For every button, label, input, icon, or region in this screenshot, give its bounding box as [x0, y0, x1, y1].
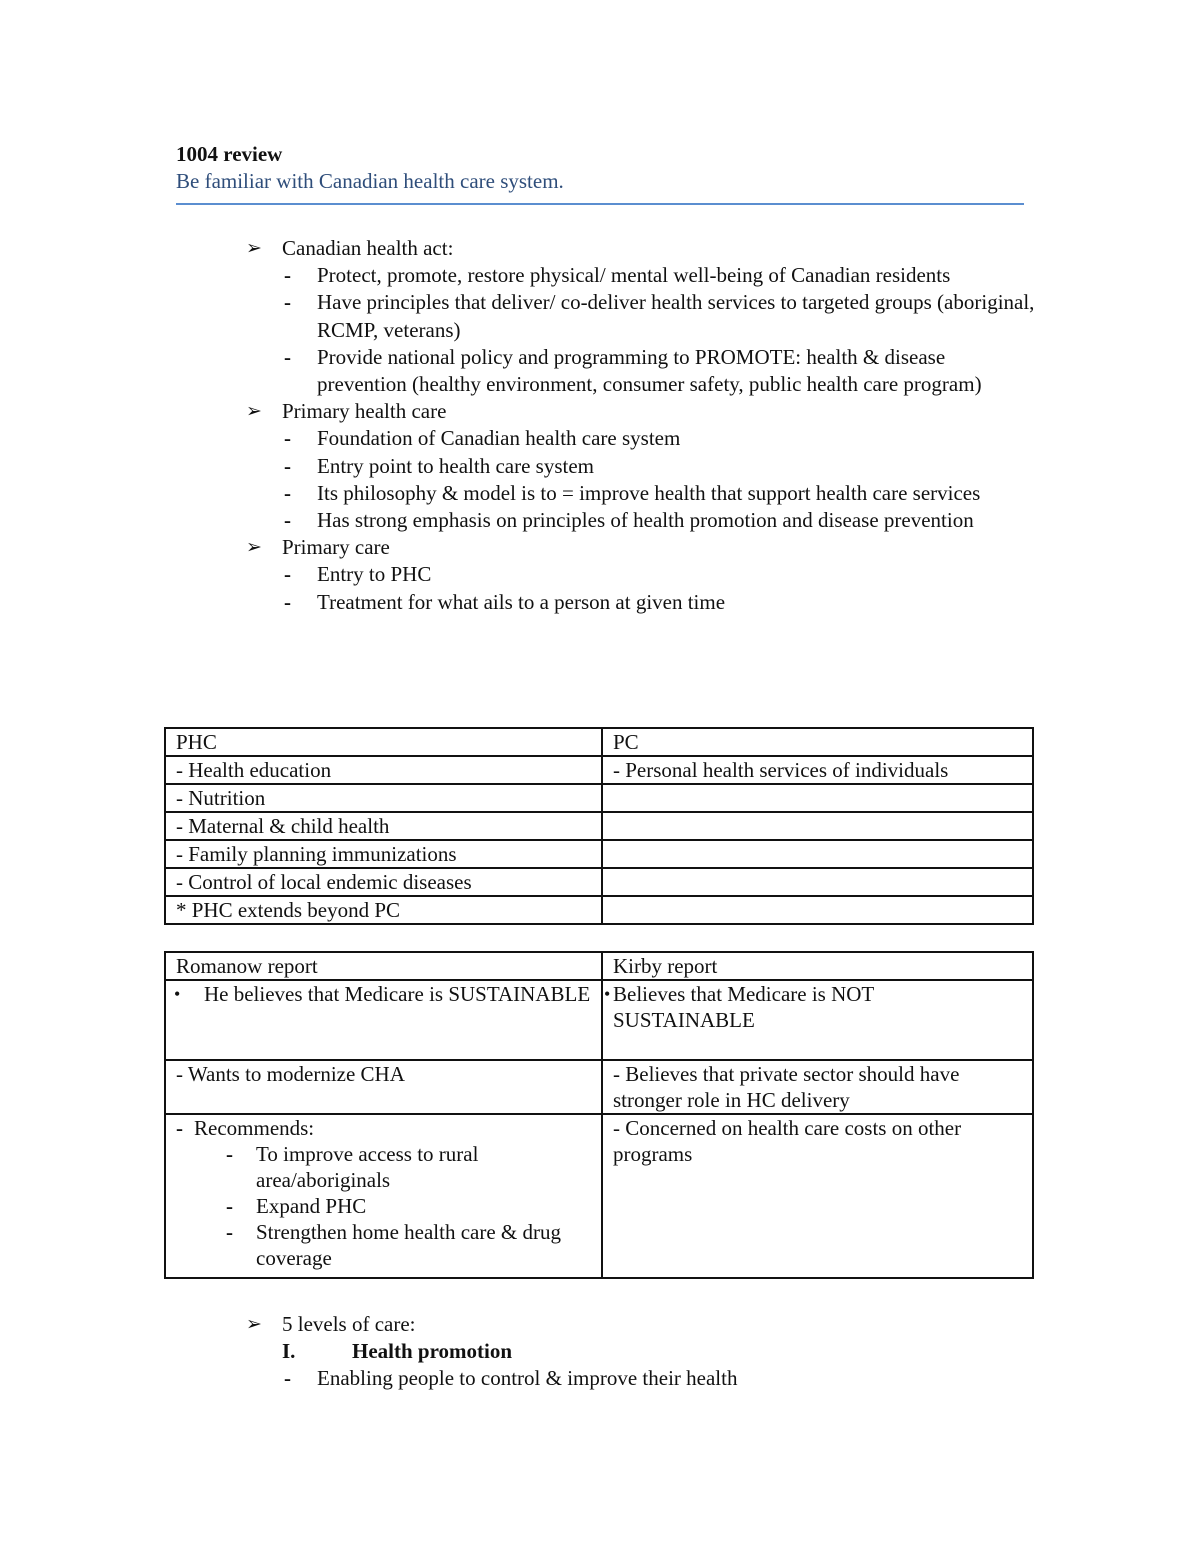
arrow-bullet-icon: ➢	[246, 401, 262, 423]
table-cell: - Wants to modernize CHA	[165, 1060, 602, 1114]
bullet-icon: •	[604, 984, 611, 1004]
dash-icon: -	[226, 1220, 233, 1244]
table-row	[165, 784, 1033, 812]
outline-heading: ➢ 5 levels of care:	[176, 1311, 1036, 1338]
outline-heading: ➢ Canadian health act:	[176, 235, 1036, 262]
outline-bottom	[176, 1311, 1036, 1393]
dash-icon: -	[284, 562, 291, 587]
recommends-label: - Recommends:	[176, 1116, 315, 1140]
table-row	[165, 756, 1033, 784]
dash-icon: -	[284, 453, 291, 478]
table-row	[165, 1114, 1033, 1278]
table-cell: - Control of local endemic diseases	[165, 868, 602, 896]
dash-icon: -	[284, 344, 291, 369]
dash-icon: -	[284, 589, 291, 614]
list-item: - Treatment for what ails to a person at given time	[176, 589, 1036, 616]
list-item: - Entry point to health care system	[176, 453, 1036, 480]
table-row	[165, 840, 1033, 868]
bullet-icon: •	[174, 984, 181, 1004]
dash-icon: -	[176, 1116, 183, 1140]
table-header-cell: PHC	[165, 728, 602, 756]
table-cell: * PHC extends beyond PC	[165, 896, 602, 924]
table-cell: - Concerned on health care costs on other programs	[602, 1114, 1033, 1278]
arrow-bullet-icon: ➢	[246, 1314, 262, 1335]
dash-icon: -	[284, 480, 291, 505]
table-cell	[602, 868, 1033, 896]
outline-heading: ➢ Primary health care	[176, 398, 1036, 425]
list-item: - Foundation of Canadian health care system	[176, 425, 1036, 452]
list-item: - Enabling people to control & improve their health	[176, 1365, 1036, 1392]
bullet-line: • Believes that Medicare is NOT SUSTAINABLE	[604, 982, 874, 1032]
document-subtitle: Be familiar with Canadian health care system.	[176, 169, 564, 193]
dash-icon: -	[284, 426, 291, 451]
table-cell	[165, 1114, 602, 1278]
arrow-bullet-icon: ➢	[246, 537, 262, 559]
table-cell: - Personal health services of individuals	[602, 756, 1033, 784]
table-cell: - Nutrition	[165, 784, 602, 812]
recommendations-list	[176, 1141, 601, 1271]
level-heading: I. Health promotion	[176, 1338, 1036, 1365]
table-cell: - Family planning immunizations	[165, 840, 602, 868]
list-item: - To improve access to rural area/aboriginals	[226, 1142, 479, 1192]
outline-top	[176, 235, 1036, 616]
roman-numeral: I.	[282, 1339, 296, 1364]
list-item: - Its philosophy & model is to = improve health that support health care services	[176, 480, 1036, 507]
table-row	[165, 868, 1033, 896]
table-cell: - Maternal & child health	[165, 812, 602, 840]
dash-icon: -	[226, 1142, 233, 1166]
dash-icon: -	[284, 508, 291, 533]
document-title: 1004 review	[176, 142, 283, 166]
dash-icon: -	[226, 1194, 233, 1218]
dash-icon: -	[284, 290, 291, 315]
table-header-cell: Kirby report	[602, 952, 1033, 980]
table-cell	[602, 896, 1033, 924]
subtitle-divider	[176, 203, 1024, 205]
table-row	[165, 980, 1033, 1060]
dash-icon: -	[284, 1366, 291, 1391]
outline-heading: ➢ Primary care	[176, 534, 1036, 561]
table-cell	[602, 980, 1033, 1060]
list-item: - Protect, promote, restore physical/ mental well-being of Canadian residents	[176, 262, 1036, 289]
table-header-cell: Romanow report	[165, 952, 602, 980]
table-row	[165, 1060, 1033, 1114]
table-cell	[165, 980, 602, 1060]
table-cell	[602, 840, 1033, 868]
table-cell: - Health education	[165, 756, 602, 784]
table-header-row	[165, 952, 1033, 980]
phc-vs-pc-table	[164, 727, 1034, 925]
list-item: - Have principles that deliver/ co-deliver health services to targeted groups (aboriginal, RCMP, veterans)	[284, 290, 1035, 342]
table-row	[165, 812, 1033, 840]
dash-icon: -	[284, 263, 291, 288]
table-row	[165, 896, 1033, 924]
arrow-bullet-icon: ➢	[246, 238, 262, 259]
romanow-vs-kirby-table	[164, 951, 1034, 1279]
list-item: - Has strong emphasis on principles of health promotion and disease prevention	[176, 507, 1036, 534]
list-item: - Entry to PHC	[176, 561, 1036, 588]
table-cell	[602, 812, 1033, 840]
table-cell	[602, 784, 1033, 812]
table-cell: - Believes that private sector should have stronger role in HC delivery	[602, 1060, 1033, 1114]
list-item: - Strengthen home health care & drug coverage	[226, 1220, 561, 1270]
table-header-cell: PC	[602, 728, 1033, 756]
list-item: - Expand PHC	[226, 1194, 367, 1218]
table-header-row	[165, 728, 1033, 756]
bullet-line: • He believes that Medicare is SUSTAINABLE	[174, 982, 591, 1006]
list-item: - Provide national policy and programming to PROMOTE: health & disease prevention (healthy environment, consumer safety, public health care program)	[284, 344, 982, 397]
